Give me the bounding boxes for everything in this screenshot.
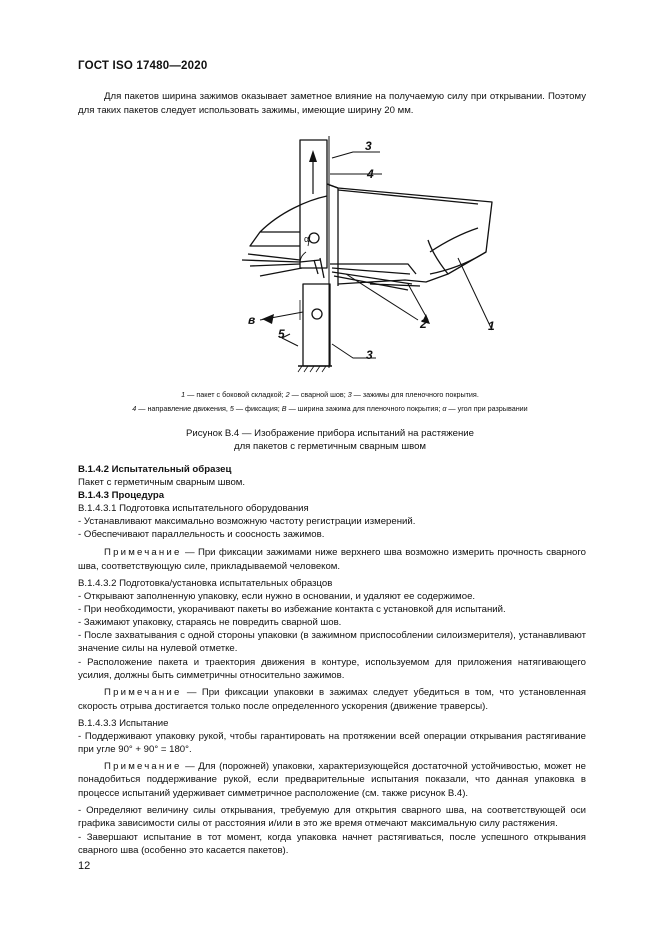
section-b1433-paragraph-2: - Определяют величину силы открывания, требуемую для открытия сварного шва, на соответствующей оси графика зависимости силы от расстояния и/или в это же время отмечают максимальную силу растяжения.: [78, 805, 586, 830]
callout-4: 4: [367, 167, 374, 181]
callout-3-bottom: 3: [366, 348, 373, 362]
list-item: - При необходимости, укорачивают пакеты во избежание контакта с установкой для испытаний.: [78, 604, 506, 615]
section-b1431-heading: В.1.4.3.1 Подготовка испытательного оборудования: [78, 503, 309, 514]
section-b1433-paragraph-1: - Поддерживают упаковку рукой, чтобы гарантировать на протяжении всей операции открывания растягивание при угле 90° + 90° = 180°.: [78, 731, 586, 756]
section-b1432-heading: В.1.4.3.2 Подготовка/установка испытательных образцов: [78, 578, 333, 589]
note-3: Примечание — Для (порожней) упаковки, характеризующейся достаточной устойчивостью, может не понадобиться поддерживание рукой, если предварительные испытания показали, что данная упаковка в процессе испытаний удерживает симметричное расположение (см. также рисунок В.4).: [78, 761, 586, 799]
section-b143-heading: В.1.4.3 Процедура: [78, 490, 165, 501]
list-item: - Зажимают упаковку, стараясь не повредить сварной шов.: [78, 617, 342, 628]
lower-clamp: [303, 284, 330, 366]
figure-legend-line-2: 4 — направление движения, 5 — фиксация; B — ширина зажима для пленочного покрытия; α — угол при разрывании: [132, 404, 528, 413]
section-b1433-paragraph-3: - Завершают испытание в тот момент, когда упаковка начнет растягиваться, после успешного открывания сварного шва (особенно это касается пакетов).: [78, 832, 586, 857]
page-number: 12: [78, 860, 91, 872]
section-b142-heading: В.1.4.2 Испытательный образец: [78, 464, 232, 475]
callout-3-top: 3: [365, 139, 372, 153]
list-item: - Открывают заполненную упаковку, если нужно в основании, и удаляют ее содержимое.: [78, 591, 476, 602]
section-b1433-heading: В.1.4.3.3 Испытание: [78, 718, 169, 729]
callout-b: в: [248, 313, 256, 327]
figure-b4-diagram: [220, 134, 520, 379]
callout-1: 1: [488, 319, 495, 333]
lower-clamp-hole: [312, 309, 322, 319]
list-item: - Обеспечивают параллельность и соосность зажимов.: [78, 529, 325, 540]
section-b142-text: Пакет с герметичным сварным швом.: [78, 477, 246, 488]
callout-5: 5: [278, 327, 285, 341]
list-item: - Устанавливают максимально возможную частоту регистрации измерений.: [78, 516, 416, 527]
document-header: ГОСТ ISO 17480—2020: [78, 60, 208, 72]
upper-clamp-hole: [309, 233, 319, 243]
figure-title: Рисунок В.4 — Изображение прибора испытаний на растяжение для пакетов с герметичным сварным швом: [186, 428, 474, 452]
note-1: Примечание — При фиксации зажимами ниже верхнего шва возможно измерить прочность сварного шва, соответствующую силе, прикладываемой человеком.: [78, 547, 586, 573]
intro-paragraph: Для пакетов ширина зажимов оказывает заметное влияние на получаемую силу при открывании. Поэтому для таких пакетов следует использовать зажимы, имеющие ширину 20 мм.: [78, 91, 586, 117]
section-b1432-paragraph-1: - После захватывания с одной стороны упаковки (в зажимном приспособлении силоизмерителя), устанавливают значение силы на нулевой отметке.: [78, 630, 586, 655]
note-2: Примечание — При фиксации упаковки в зажимах следует убедиться в том, что установленная скорость отрыва достигается только после определенного ускорения (движение траверсы).: [78, 687, 586, 713]
callout-alpha: α: [304, 234, 310, 244]
callout-2: 2: [420, 317, 427, 331]
section-b1432-paragraph-2: - Расположение пакета и траектория движения в контуре, используемом для приложения натягивающего усилия, должны быть симметричны относительно зажимов.: [78, 657, 586, 682]
figure-legend-line-1: 1 — пакет с боковой складкой; 2 — сварной шов; 3 — зажимы для пленочного покрытия.: [181, 390, 479, 399]
